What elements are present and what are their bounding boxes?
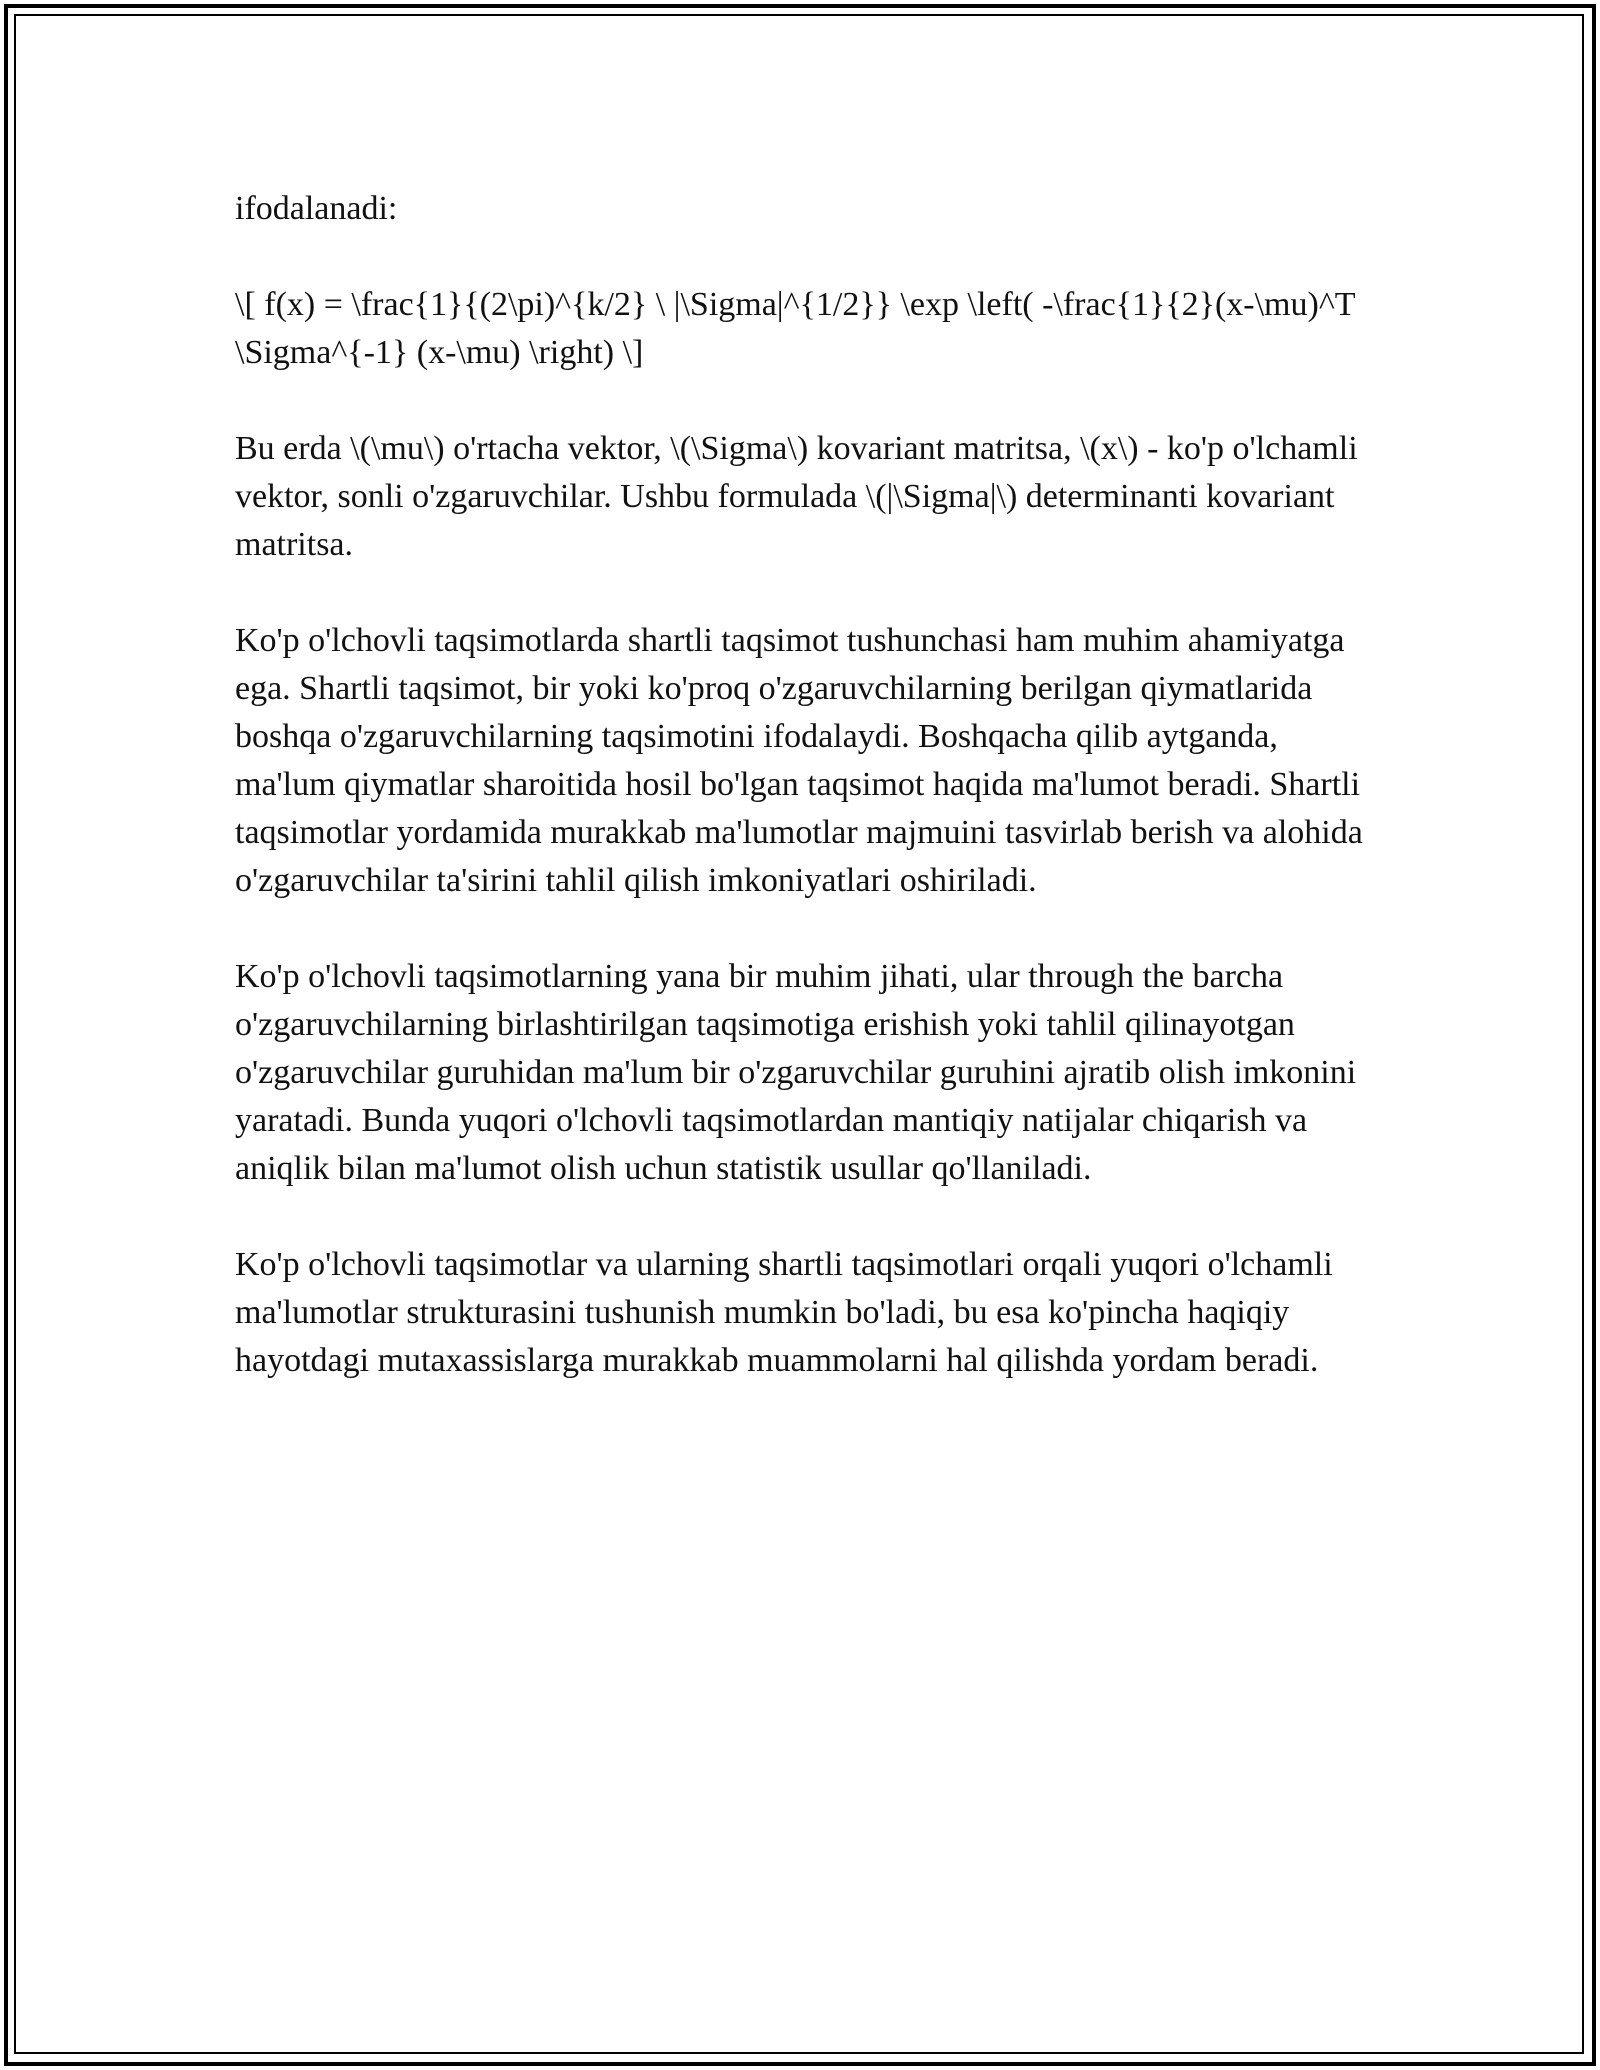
paragraph-conclusion: Ko'p o'lchovli taqsimotlar va ularning shartli taqsimotlari orqali yuqori o'lchamli ma'lumotlar strukturasini tushunish mumkin bo'ladi, bu esa ko'pincha haqiqiy hayotdagi mutaxassislarga murakkab muammolarni hal qilishda yordam beradi. — [235, 1246, 1333, 1379]
paragraph-intro: ifodalanadi: — [235, 190, 398, 227]
document-body — [235, 185, 1385, 1433]
paragraph-definitions: Bu erda \(\mu\) o'rtacha vektor, \(\Sigma\) kovariant matritsa, \(x\) - ko'p o'lchamli vektor, sonli o'zgaruvchilar. Ushbu formulada \(|\Sigma|\) determinanti kovariant matritsa. — [235, 430, 1358, 563]
paragraph-joint-distribution: Ko'p o'lchovli taqsimotlarning yana bir muhim jihati, ular through the barcha o'zgaruvchilarning birlashtirilgan taqsimotiga erishish yoki tahlil qilinayotgan o'zgaruvchilar guruhidan ma'lum bir o'zgaruvchilar guruhini ajratib olish imkonini yaratadi. Bunda yuqori o'lchovli taqsimotlardan mantiqiy natijalar chiqarish va aniqlik bilan ma'lumot olish uchun statistik usullar qo'llaniladi. — [235, 958, 1357, 1187]
paragraph-conditional-distribution: Ko'p o'lchovli taqsimotlarda shartli taqsimot tushunchasi ham muhim ahamiyatga ega. Shartli taqsimot, bir yoki ko'proq o'zgaruvchilarning berilgan qiymatlarida boshqa o'zgaruvchilarning taqsimotini ifodalaydi. Boshqacha qilib aytganda, ma'lum qiymatlar sharoitida hosil bo'lgan taqsimot haqida ma'lumot beradi. Shartli taqsimotlar yordamida murakkab ma'lumotlar majmuini tasvirlab berish va alohida o'zgaruvchilar ta'sirini tahlil qilish imkoniyatlari oshiriladi. — [235, 622, 1363, 899]
formula-paragraph: \[ f(x) = \frac{1}{(2\pi)^{k/2} \ |\Sigma|^{1/2}} \exp \left( -\frac{1}{2}(x-\mu)^T \Sigma^{-1} (x-\mu) \right) \] — [235, 286, 1355, 371]
